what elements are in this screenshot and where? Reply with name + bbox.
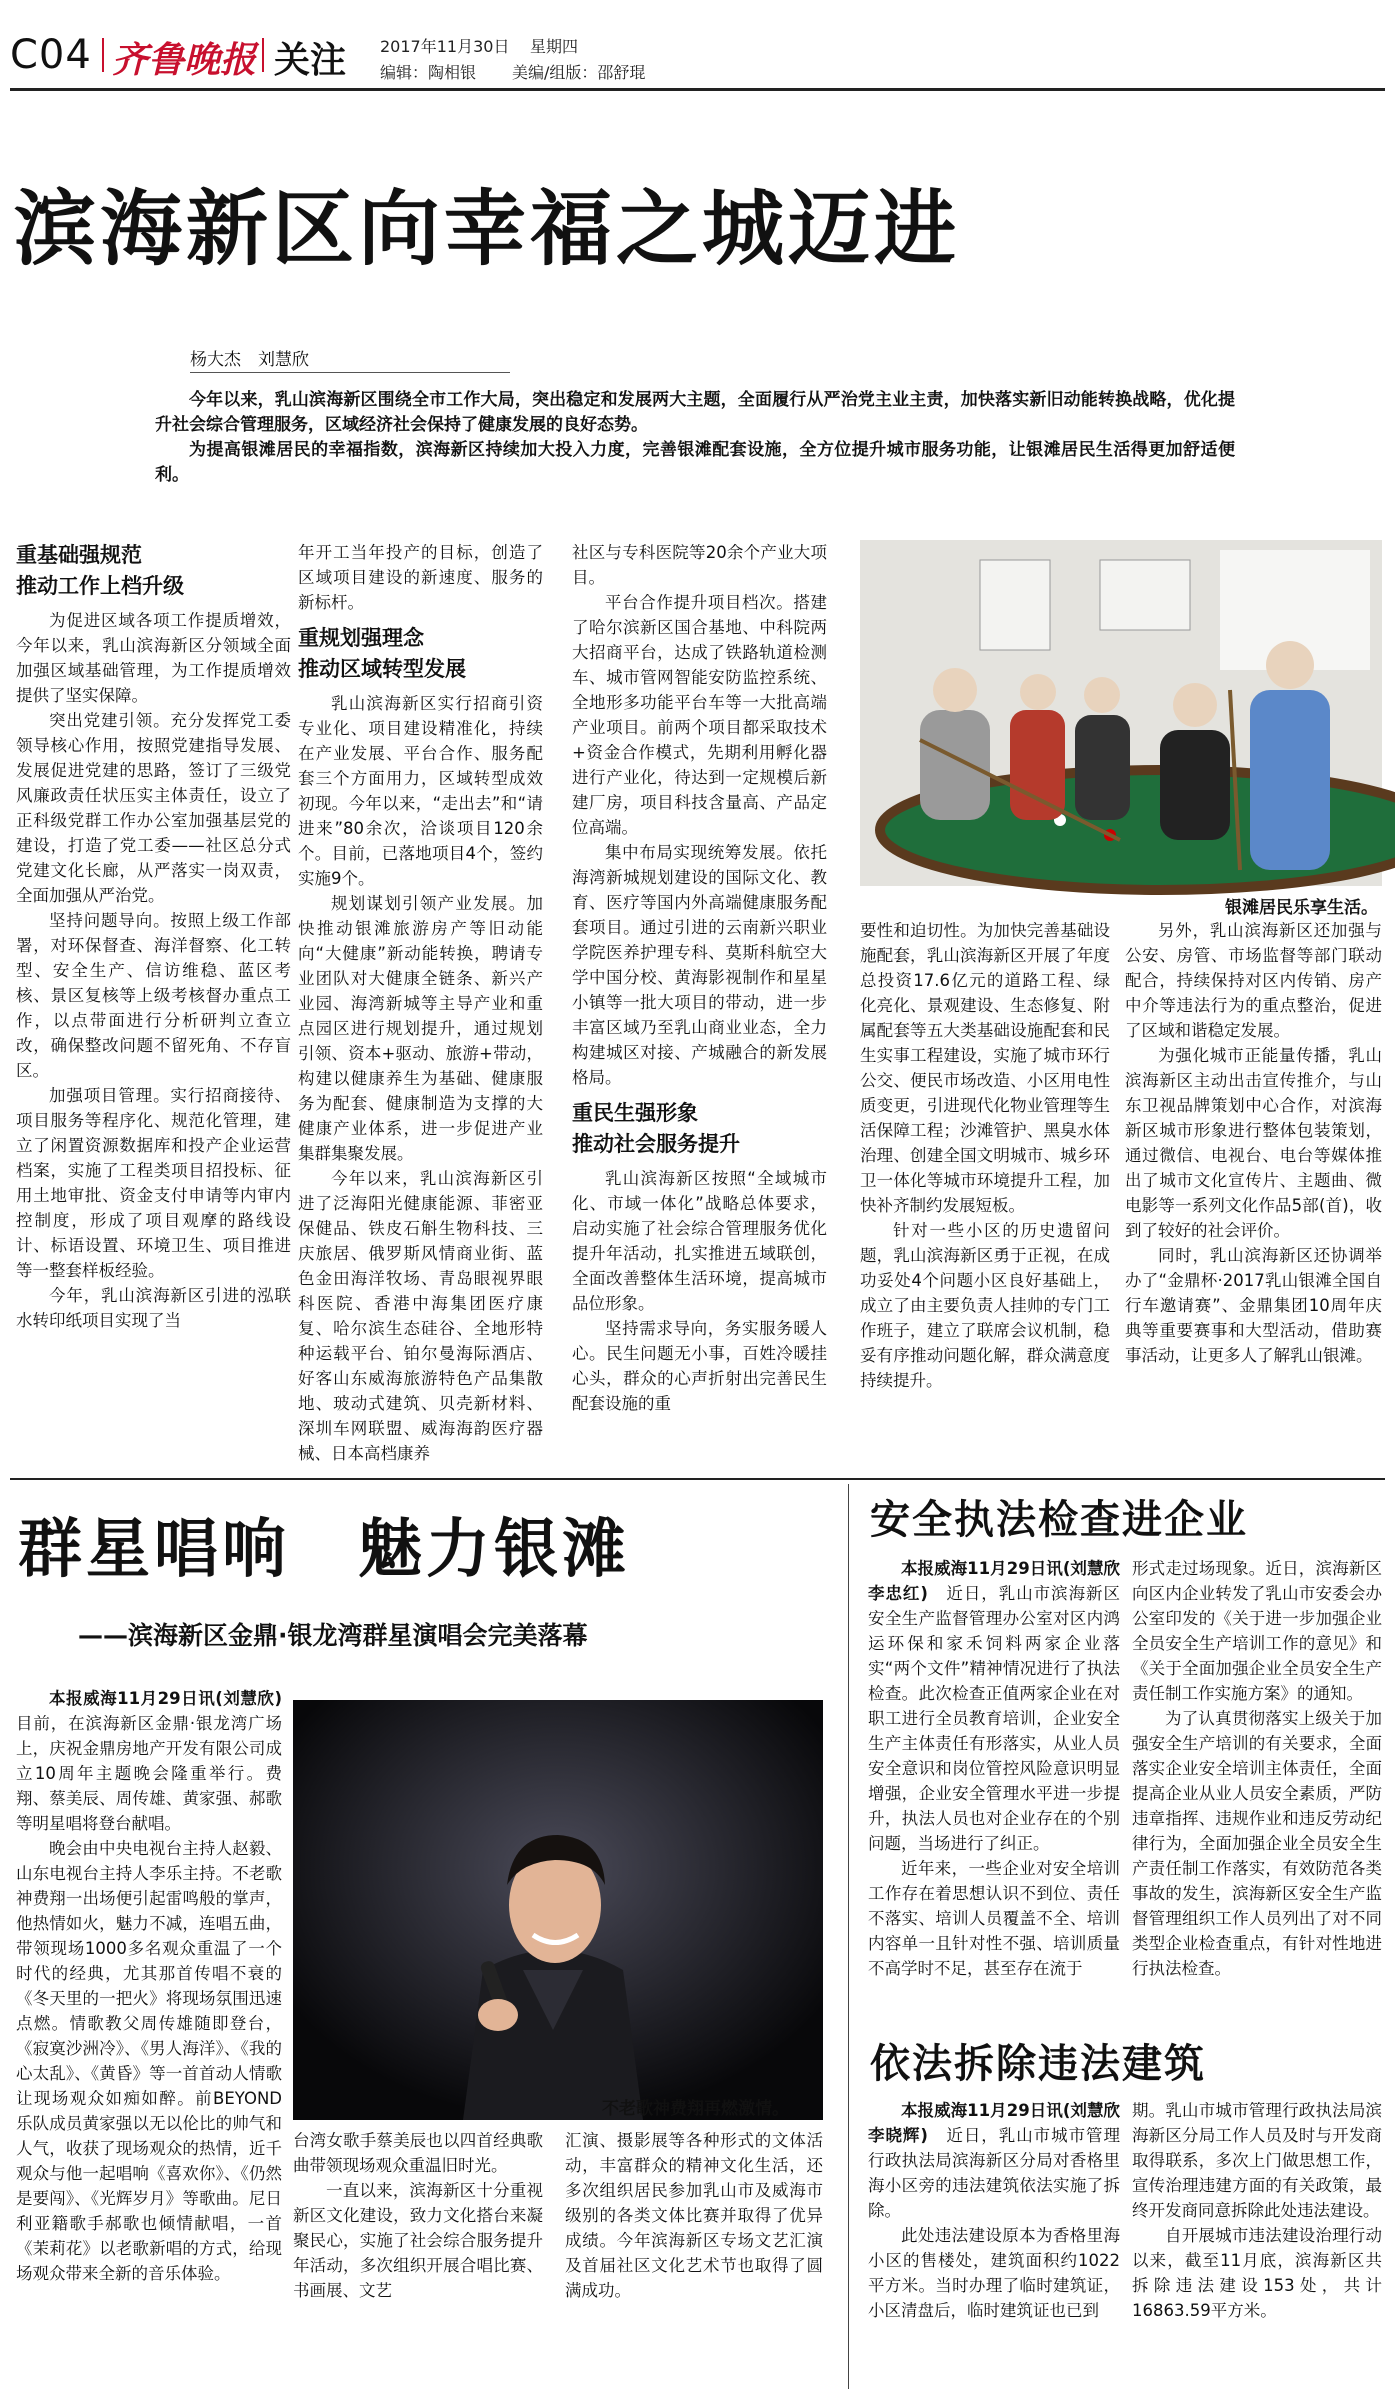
body-paragraph: 集中布局实现统筹发展。依托海湾新城规划建设的国际文化、教育、医疗等国内外高端健康服务配套项目。通过引进的云南新兴职业学院医养护理专科、莫斯科航空大学中国分校、黄海影视制作和星星小镇等一批大项目的带动，进一步丰富区域乃至乳山商业业态，全力构建城区对接、产城融合的新发展格局。 (572, 843, 827, 1087)
dateline: 本报威海11月29日讯(刘慧欣 李忠红) (868, 1559, 1137, 1603)
body-paragraph: 乳山滨海新区按照“全域城市化、市域一体化”战略总体要求，启动实施了社会综合管理服务优化提升年活动，扎实推进五域联创，全面改善整体生活环境，提高城市品位形象。 (572, 1169, 827, 1313)
article1-column-2 (298, 540, 543, 1465)
subhead-2-line2: 推动区域转型发展 (298, 657, 466, 681)
divider-1 (102, 38, 104, 72)
subhead-3-line1: 重民生强形象 (572, 1101, 698, 1125)
subhead-3 (572, 1098, 827, 1160)
body-paragraph: 台湾女歌手蔡美辰也以四首经典歌曲带领现场观众重温旧时光。 (293, 2131, 543, 2175)
page-number: C04 (10, 32, 92, 78)
article1-column-4 (860, 918, 1110, 1468)
body-paragraph: 社区与专科医院等20余个产业大项目。 (572, 543, 827, 587)
issue-weekday: 星期四 (530, 37, 579, 56)
body-paragraph: 近年来，一些企业对安全培训工作存在着思想认识不到位、责任不落实、培训人员覆盖不全、培训内容单一且针对性不强、培训质量不高学时不足，甚至存在流于 (868, 1859, 1120, 1978)
body-paragraph: 今年以来，乳山滨海新区引进了泛海阳光健康能源、菲密亚保健品、铁皮石斛生物科技、三庆旅居、俄罗斯风情商业街、蓝色金田海洋牧场、青岛眼视界眼科医院、香港中海集团医疗康复、哈尔滨生态硅谷、全地形特种运载平台、铂尔曼海际酒店、好客山东威海旅游特色产品集散地、玻动式建筑、贝壳新材料、深圳车网联盟、威海海韵医疗器械、日本高档康养 (298, 1169, 543, 1463)
headline-concert: 群星唱响 魅力银滩 (18, 1513, 630, 1587)
singer-scene-illustration (293, 1700, 823, 2120)
divider-2 (262, 38, 264, 72)
subhead-1-line2: 推动工作上档升级 (16, 574, 184, 598)
body-paragraph: 此处违法建设原本为香格里海小区的售楼处，建筑面积约1022平方米。当时办理了临时建筑证，小区清盘后，临时建筑证也已到 (868, 2226, 1120, 2320)
body-paragraph: 突出党建引领。充分发挥党工委领导核心作用，按照党建指导发展、发展促进党建的思路，签订了三级党风廉政责任状压实主体责任，设立了正科级党群工作办公室加强基层党的建设，打造了党工委——社区总分式党建文化长廊，从严落实一岗双责，全面加强从严治党。 (16, 711, 291, 905)
body-paragraph: 期。乳山市城市管理行政执法局滨海新区分局工作人员及时与开发商取得联系，多次上门做思想工作，宣传治理违建方面的有关政策，最终开发商同意拆除此处违法建设。 (1132, 2101, 1382, 2220)
body-paragraph: 为了认真贯彻落实上级关于加强安全生产培训的有关要求，全面落实企业安全培训主体责任，全面提高企业从业人员安全素质，严防违章指挥、违规作业和违反劳动纪律行为，全面加强企业全员安全生产责任制工作落实，有效防范各类事故的发生，滨海新区安全生产监督管理组织工作人员列出了对不同类型企业检查重点，有针对性地进行执法检查。 (1132, 1709, 1382, 1978)
body-text: 目前，在滨海新区金鼎·银龙湾广场上，庆祝金鼎房地产开发有限公司成立10周年主题晚会隆重举行。费翔、蔡美辰、周传雄、黄家强、郝歌等明星唱将登台献唱。 (16, 1714, 282, 1833)
body-paragraph: 今年，乳山滨海新区引进的泓联水转印纸项目实现了当 (16, 1286, 291, 1330)
article1-column-3 (572, 540, 827, 1465)
headline-main: 滨海新区向幸福之城迈进 (14, 182, 961, 277)
byline-rule (190, 372, 510, 373)
article2-column-1 (16, 1686, 282, 2386)
body-paragraph: 坚持问题导向。按照上级工作部署，对环保督查、海洋督察、化工转型、安全生产、信访维稳、蓝区考核、景区复核等上级考核督办重点工作，以点带面进行分析研判立查立改，确保整改问题不留死角、不存盲区。 (16, 911, 291, 1080)
body-paragraph: 另外，乳山滨海新区还加强与公安、房管、市场监督等部门联动配合，持续保持对区内传销、房产中介等违法行为的重点整治，促进了区域和谐稳定发展。 (1125, 921, 1382, 1040)
article4-column-2 (1132, 2098, 1382, 2388)
subhead-1 (16, 540, 291, 602)
body-paragraph: 乳山滨海新区实行招商引资专业化、项目建设精准化，持续在产业发展、平台合作、服务配套三个方面用力，区域转型成效初现。今年以来，“走出去”和“请进来”80余次，洽谈项目120余个。目前，已落地项目4个，签约实施9个。 (298, 694, 543, 888)
body-paragraph: 针对一些小区的历史遗留问题，乳山滨海新区勇于正视，在成功妥处4个问题小区良好基础上，成立了由主要负责人挂帅的专门工作班子，建立了联席会议机制，稳妥有序推动问题化解，群众满意度持续提升。 (860, 1221, 1110, 1390)
header-rule (10, 88, 1385, 91)
body-paragraph: 同时，乳山滨海新区还协调举办了“金鼎杯·2017乳山银滩全国自行车邀请赛”、金鼎集团10周年庆典等重要赛事和大型活动，借助赛事活动，让更多人了解乳山银滩。 (1125, 1246, 1382, 1365)
subhead-2 (298, 623, 543, 685)
section-divider-horizontal (10, 1478, 1385, 1480)
intro-paragraph-1: 今年以来，乳山滨海新区围绕全市工作大局，突出稳定和发展两大主题，全面履行从严治党主业主责，加快落实新旧动能转换战略，优化提升社会综合管理服务，区域经济社会保持了健康发展的良好态势。 (155, 390, 1235, 435)
photo-caption-billiards: 银滩居民乐享生活。 (1225, 898, 1378, 918)
billiards-scene-illustration (860, 540, 1382, 886)
body-paragraph: 要性和迫切性。为加快完善基础设施配套，乳山滨海新区开展了年度总投资17.6亿元的道路工程、绿化亮化、景观建设、生态修复、附属配套等五大类基础设施配套和民生实事工程建设，实施了城市环行公交、便民市场改造、小区用电性质变更，引进现代化物业管理等生活保障工程；沙滩管护、黑臭水体治理、创建全国文明城市、城乡环卫一体化等城市环境提升工程，加快补齐制约发展短板。 (860, 921, 1110, 1215)
design-credit: 美编/组版：邵舒琨 (512, 63, 646, 82)
dateline: 本报威海11月29日讯(刘慧欣) (49, 1689, 282, 1708)
body-paragraph: 加强项目管理。实行招商接待、项目服务等程序化、规范化管理，建立了闲置资源数据库和投产企业运营档案，实施了工程类项目招投标、征用土地审批、资金支付申请等内审内控制度，形成了项目观摩的路线设计、标语设置、环境卫生、项目推进等一整套样板经验。 (16, 1086, 291, 1280)
body-paragraph: 年开工当年投产的目标，创造了区域项目建设的新速度、服务的新标杆。 (298, 543, 543, 612)
article2-column-2 (293, 2128, 543, 2388)
body-paragraph: 规划谋划引领产业发展。加快推动银滩旅游房产等旧动能向“大健康”新动能转换，聘请专业团队对大健康全链条、新兴产业园、海湾新城等主导产业和重点园区进行规划提升，通过规划引领、资本+驱动、旅游+带动，构建以健康养生为基础、健康服务为配套、健康制造为支撑的大健康产业体系，进一步促进产业集群集聚发展。 (298, 894, 543, 1163)
headline-demolition: 依法拆除违法建筑 (870, 2041, 1206, 2087)
body-paragraph (868, 1556, 1137, 1856)
body-text: 近日，乳山市滨海新区安全生产监督管理办公室对区内鸿运环保和家禾饲料两家企业落实“两个文件”精神情况进行了执法检查。此次检查正值两家企业在对职工进行全员教育培训，企业安全生产主体责任有形落实，从业人员安全意识和岗位管控风险意识明显增强，企业安全管理水平进一步提升，执法人员也对企业存在的个别问题，当场进行了纠正。 (868, 1584, 1121, 1853)
intro (155, 388, 1235, 488)
photo-caption-singer: 不老歌神费翔再燃激情。 (602, 2099, 789, 2119)
body-paragraph: 为促进区域各项工作提质增效，今年以来，乳山滨海新区分领域全面加强区域基础管理，为工作提质增效提供了坚实保障。 (16, 611, 291, 705)
body-paragraph: 一直以来，滨海新区十分重视新区文化建设，致力文化搭台来凝聚民心，实施了社会综合服务提升年活动，多次组织开展合唱比赛、书画展、文艺 (293, 2181, 543, 2300)
subhead-2-line1: 重规划强理念 (298, 626, 424, 650)
body-paragraph (16, 1686, 282, 1836)
body-paragraph: 平台合作提升项目档次。搭建了哈尔滨新区国合基地、中科院两大招商平台，达成了铁路轨道检测车、城市管网智能安防监控系统、全地形多功能平台车等一大批高端产业项目。前两个项目都采取技术+资金合作模式，先期利用孵化器进行产业化，待达到一定规模后新建厂房，项目科技含量高、产品定位高端。 (572, 593, 827, 837)
photo-billiards (860, 540, 1382, 886)
body-paragraph (868, 2098, 1137, 2223)
issue-date: 2017年11月30日 (380, 37, 510, 56)
article1-column-1 (16, 540, 291, 1465)
paper-logo: 齐鲁晚报 (112, 39, 257, 81)
subhead-1-line1: 重基础强规范 (16, 543, 142, 567)
article3-column-1 (868, 1556, 1137, 2026)
section-divider-vertical (848, 1484, 849, 2389)
article2-column-3 (565, 2128, 823, 2388)
dateline: 本报威海11月29日讯(刘慧欣 李晓辉) (868, 2101, 1137, 2145)
article4-column-1 (868, 2098, 1137, 2388)
photo-singer (293, 1700, 823, 2120)
body-paragraph: 晚会由中央电视台主持人赵毅、山东电视台主持人李乐主持。不老歌神费翔一出场便引起雷鸣般的掌声，他热情如火，魅力不减，连唱五曲，带领现场1000多名观众重温了一个时代的经典，尤其那首传唱不衰的《冬天里的一把火》将现场氛围迅速点燃。情歌教父周传雄随即登台，《寂寞沙洲冷》、《男人海洋》、《我的心太乱》、《黄昏》等一首首动人情歌让现场观众如痴如醉。前BEYOND乐队成员黄家强以无以伦比的帅气和人气，收获了现场观众的热情，近千观众与他一起唱响《喜欢你》、《仍然是要闯》、《光辉岁月》等歌曲。尼日利亚籍歌手郝歌也倾情献唱，一首《茉莉花》以老歌新唱的方式，给现场观众带来全新的音乐体验。 (16, 1839, 282, 2283)
headline-safety: 安全执法检查进企业 (870, 1497, 1248, 1543)
body-paragraph: 自开展城市违法建设治理行动以来，截至11月底，滨海新区共拆除违法建设153处，共计16863.59平方米。 (1132, 2226, 1382, 2320)
section-title: 关注 (274, 40, 347, 81)
body-paragraph: 为强化城市正能量传播，乳山滨海新区主动出击宣传推介，与山东卫视品牌策划中心合作，对滨海新区城市形象进行整体包装策划，通过微信、电视台、电台等媒体推出了城市文化宣传片、主题曲、微电影等一系列文化作品5部(首)，收到了较好的社会评价。 (1125, 1046, 1382, 1240)
editor-credit: 编辑：陶相银 (380, 63, 477, 82)
subheadline-concert: ——滨海新区金鼎·银龙湾群星演唱会完美落幕 (78, 1621, 588, 1650)
body-paragraph: 汇演、摄影展等各种形式的文体活动，丰富群众的精神文化生活，还多次组织居民参加乳山市及威海市级别的各类文体比赛并取得了优异成绩。今年滨海新区专场文艺汇演及首届社区文化艺术节也取得了圆满成功。 (565, 2131, 823, 2300)
page-header (10, 14, 1390, 84)
article1-column-5 (1125, 918, 1382, 1468)
body-paragraph: 坚持需求导向，务实服务暖人心。民生问题无小事，百姓冷暖挂心头，群众的心声折射出完善民生配套设施的重 (572, 1319, 827, 1413)
intro-paragraph-2: 为提高银滩居民的幸福指数，滨海新区持续加大投入力度，完善银滩配套设施，全方位提升城市服务功能，让银滩居民生活得更加舒适便利。 (155, 440, 1235, 485)
body-paragraph: 形式走过场现象。近日，滨海新区向区内企业转发了乳山市安委会办公室印发的《关于进一步加强企业全员安全生产培训工作的意见》和《关于全面加强企业全员安全生产责任制工作实施方案》的通知。 (1132, 1559, 1382, 1703)
subhead-3-line2: 推动社会服务提升 (572, 1132, 740, 1156)
body-text: 近日，乳山市城市管理行政执法局滨海新区分局对香格里海小区旁的违法建筑依法实施了拆除。 (868, 2126, 1121, 2220)
byline: 杨大杰 刘慧欣 (190, 350, 309, 370)
article3-column-2 (1132, 1556, 1382, 2026)
